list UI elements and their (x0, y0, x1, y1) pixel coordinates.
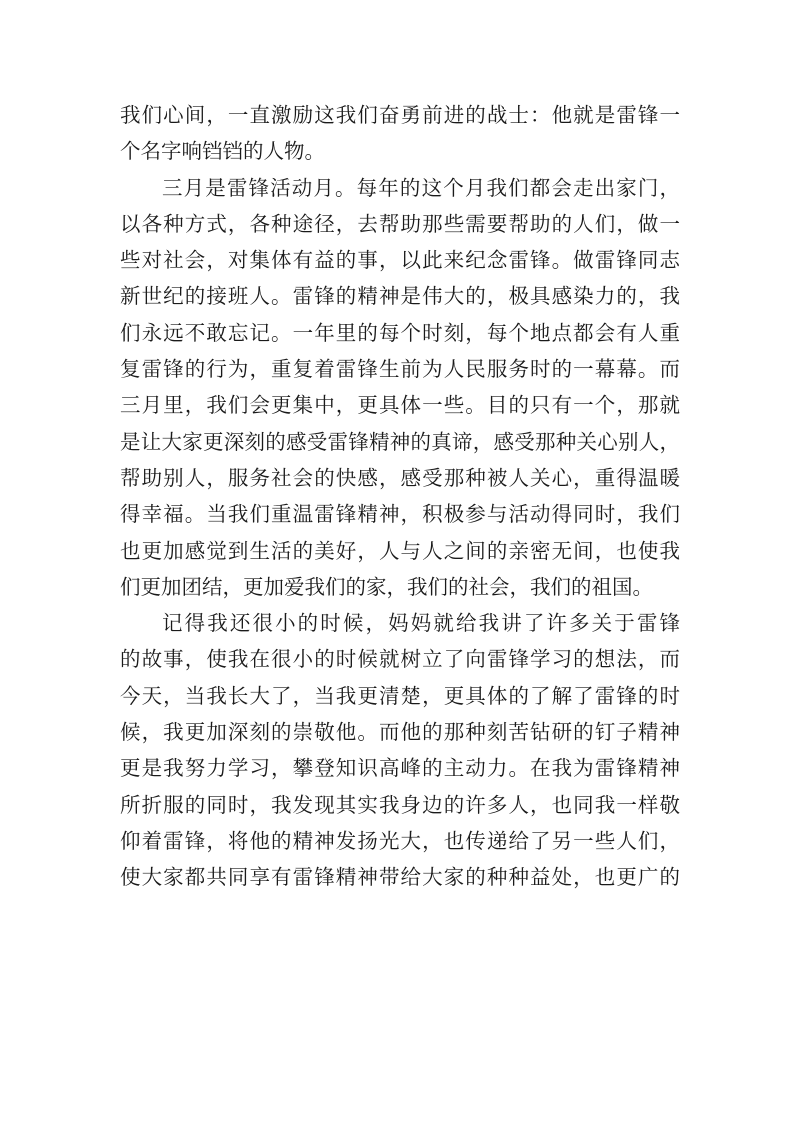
text-line: 三月里，我们会更集中，更具体一些。目的只有一个，那就 (120, 393, 680, 418)
text-line: 仰着雷锋，将他的精神发扬光大，也传递给了另一些人们， (120, 828, 680, 853)
text-line: 候，我更加深刻的崇敬他。而他的那种刻苦钻研的钉子精神 (120, 720, 680, 745)
text-line: 们更加团结，更加爱我们的家，我们的社会，我们的祖国。 (120, 574, 653, 599)
text-line: 帮助别人，服务社会的快感，感受那种被人关心，重得温暖 (120, 465, 680, 490)
text-line: 所折服的同时，我发现其实我身边的许多人，也同我一样敬 (120, 792, 680, 817)
text-line: 以各种方式，各种途径，去帮助那些需要帮助的人们，做一 (120, 211, 680, 236)
text-line: 们永远不敢忘记。一年里的每个时刻，每个地点都会有人重 (120, 320, 680, 345)
text-line: 今天，当我长大了，当我更清楚，更具体的了解了雷锋的时 (120, 683, 680, 708)
text-line: 复雷锋的行为，重复着雷锋生前为人民服务时的一幕幕。而 (120, 357, 680, 382)
text-line: 新世纪的接班人。雷锋的精神是伟大的，极具感染力的，我 (120, 284, 680, 309)
paragraph-start-line: 记得我还很小的时候，妈妈就给我讲了许多关于雷锋 (162, 611, 680, 636)
text-line: 也更加感觉到生活的美好，人与人之间的亲密无间，也使我 (120, 538, 680, 563)
text-line: 我们心间，一直激励这我们奋勇前进的战士：他就是雷锋一 (120, 103, 680, 127)
text-line: 更是我努力学习，攀登知识高峰的主动力。在我为雷锋精神 (120, 756, 680, 781)
text-line: 的故事，使我在很小的时候就树立了向雷锋学习的想法，而 (120, 647, 680, 672)
text-line: 得幸福。当我们重温雷锋精神，积极参与活动得同时，我们 (120, 502, 680, 527)
paragraph-start-line: 三月是雷锋活动月。每年的这个月我们都会走出家门， (162, 175, 680, 200)
text-line: 是让大家更深刻的感受雷锋精神的真谛，感受那种关心别人， (120, 429, 680, 454)
text-line: 使大家都共同享有雷锋精神带给大家的种种益处，也更广的 (120, 865, 680, 890)
text-line: 个名字响铛铛的人物。 (120, 139, 325, 164)
text-line: 些对社会，对集体有益的事，以此来纪念雷锋。做雷锋同志 (120, 248, 680, 273)
essay-body (120, 97, 680, 896)
